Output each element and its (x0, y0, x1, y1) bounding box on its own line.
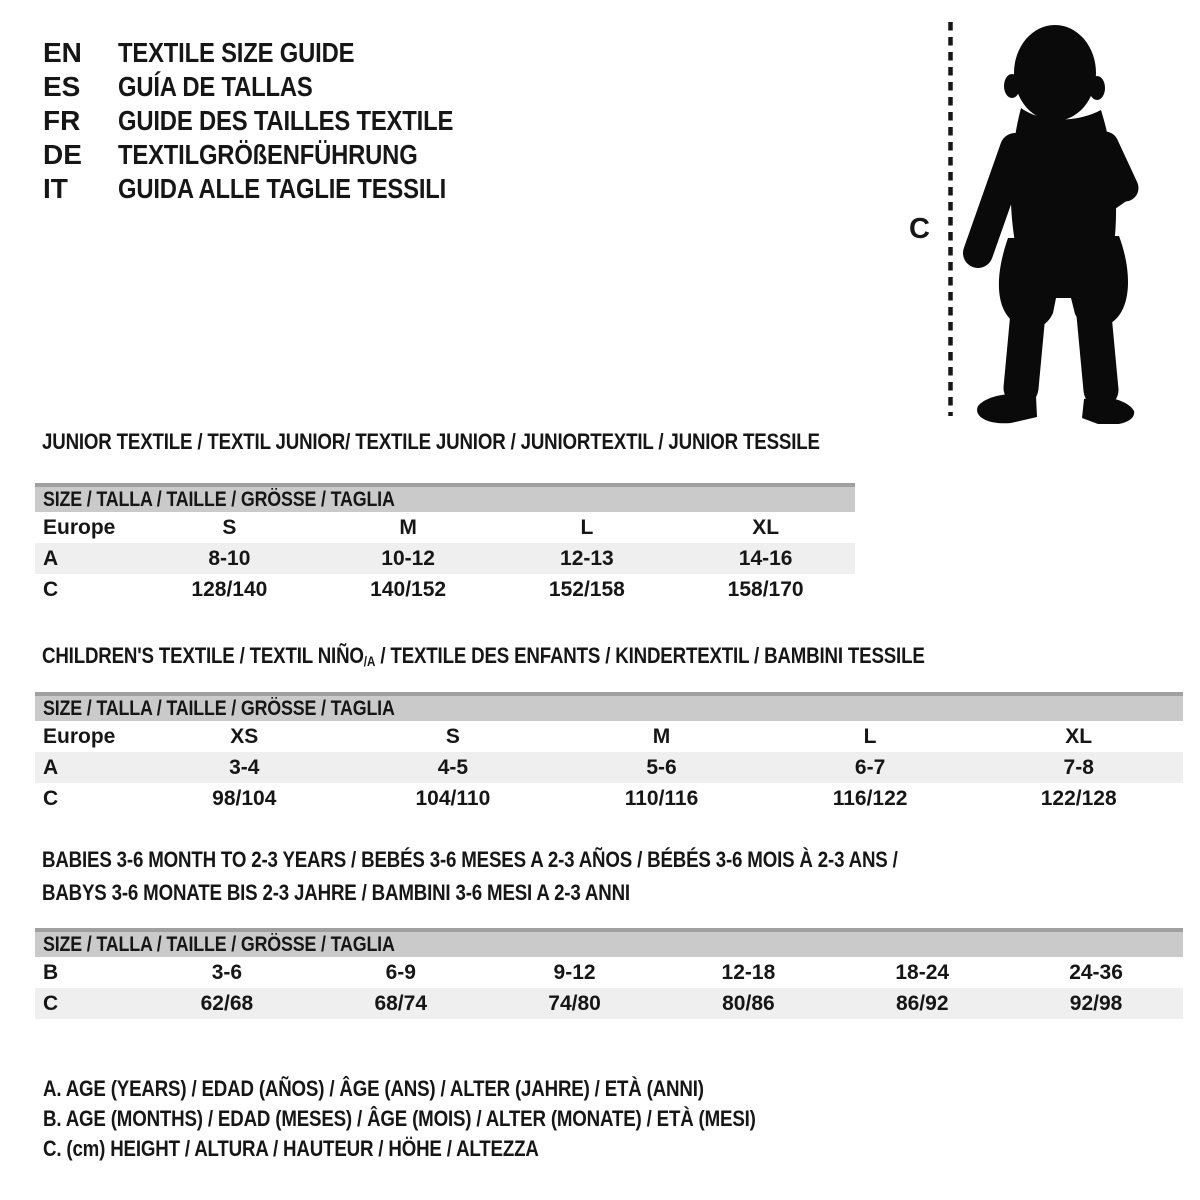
language-label-text: GUIDA ALLE TAGLIE TESSILI (118, 173, 447, 204)
table-row (35, 752, 1183, 783)
table-row (35, 957, 1183, 988)
row-label: A (43, 547, 59, 570)
table-row (35, 574, 855, 605)
language-label (118, 70, 347, 104)
size-cell: XL (752, 516, 780, 539)
language-label (118, 104, 512, 138)
language-label-text: TEXTILE SIZE GUIDE (118, 37, 355, 68)
size-cell: S (445, 725, 460, 748)
size-cell: 3-6 (211, 961, 243, 984)
language-row (43, 172, 512, 206)
language-code: IT (43, 173, 68, 204)
size-cell: L (863, 725, 877, 748)
table-row (35, 783, 1183, 814)
section-title-text (42, 876, 630, 909)
language-row (43, 36, 512, 70)
title-sub: /A (363, 654, 376, 669)
section-title-line (42, 430, 855, 454)
language-code: DE (43, 139, 82, 170)
section-junior (35, 430, 855, 605)
size-cell: 24-36 (1069, 961, 1123, 984)
size-table-header-text: SIZE / TALLA / TAILLE / GRÖSSE / TAGLIA (43, 933, 395, 956)
section-title-text (42, 430, 820, 454)
size-cell: S (222, 516, 237, 539)
language-row (43, 138, 512, 172)
row-label: Europe (43, 725, 116, 748)
row-label: C (43, 578, 59, 601)
row-label: C (43, 992, 59, 1015)
size-table-header-text: SIZE / TALLA / TAILLE / GRÖSSE / TAGLIA (43, 697, 395, 720)
size-cell: 110/116 (624, 787, 699, 810)
size-cell: 18-24 (895, 961, 950, 984)
row-label: C (43, 787, 59, 810)
language-label (118, 138, 470, 172)
size-cell: 7-8 (1063, 756, 1094, 779)
toddler-figure (895, 10, 1151, 424)
language-label (118, 36, 396, 70)
size-cell: 3-4 (229, 756, 260, 779)
size-table-header (35, 928, 1183, 957)
title-pre: JUNIOR TEXTILE / TEXTIL JUNIOR/ TEXTILE JUNIOR / JUNIORTEXTIL / JUNIOR TESSILE (42, 429, 820, 454)
size-cell: 12-13 (560, 547, 614, 570)
size-cell: 74/80 (548, 992, 601, 1015)
size-cell: 140/152 (370, 578, 447, 601)
title-pre: CHILDREN'S TEXTILE / TEXTIL NIÑO (42, 643, 364, 668)
language-label-text: TEXTILGRÖßENFÜHRUNG (118, 139, 418, 170)
size-cell: 14-16 (738, 547, 793, 570)
size-cell: M (652, 725, 671, 748)
section-title-line (42, 644, 1183, 671)
language-label (118, 172, 504, 206)
size-table-header (35, 692, 1183, 721)
language-label-text: GUIDE DES TAILLES TEXTILE (118, 105, 454, 136)
language-code: EN (43, 37, 82, 68)
language-list (43, 36, 512, 206)
section-title (42, 430, 855, 454)
table-row (35, 512, 855, 543)
size-cell: 9-12 (553, 961, 596, 984)
size-cell: 158/170 (727, 578, 804, 601)
size-cell: 80/86 (722, 992, 775, 1015)
size-table-header-text: SIZE / TALLA / TAILLE / GRÖSSE / TAGLIA (43, 488, 395, 511)
legend-line (43, 1074, 881, 1104)
row-label: A (43, 756, 59, 779)
size-table-header (35, 483, 855, 512)
table-row (35, 721, 1183, 752)
legend-line (43, 1104, 881, 1134)
size-cell: 12-18 (721, 961, 776, 984)
language-row (43, 104, 512, 138)
language-code: FR (43, 105, 81, 136)
size-cell: 5-6 (646, 756, 677, 779)
row-label: B (43, 961, 59, 984)
section-babies (35, 843, 1183, 1019)
size-cell: 68/74 (374, 992, 428, 1015)
language-label-text: GUÍA DE TALLAS (118, 71, 313, 102)
size-cell: 122/128 (1040, 787, 1117, 810)
legend-line-text: C. (cm) HEIGHT / ALTURA / HAUTEUR / HÖHE / ALTEZZA (43, 1136, 539, 1161)
size-cell: 62/68 (200, 992, 254, 1015)
size-cell: M (399, 516, 417, 539)
title-pre: BABYS 3-6 MONATE BIS 2-3 JAHRE / BAMBINI 3-6 MESI A 2-3 ANNI (42, 880, 630, 905)
size-cell: 116/122 (832, 787, 908, 810)
section-title (42, 644, 1183, 671)
size-cell: 6-9 (385, 961, 416, 984)
size-cell: 128/140 (191, 578, 268, 601)
legend (43, 1074, 881, 1164)
size-cell: 8-10 (208, 547, 251, 570)
size-cell: L (580, 516, 594, 539)
size-cell: 104/110 (415, 787, 491, 810)
section-title-text (42, 843, 898, 876)
size-cell: 152/158 (548, 578, 625, 601)
language-code: ES (43, 71, 81, 102)
table-row (35, 988, 1183, 1019)
size-cell: 10-12 (381, 547, 435, 570)
size-cell: 6-7 (854, 756, 886, 779)
size-cell: 4-5 (437, 756, 469, 779)
size-cell: 98/104 (212, 787, 277, 810)
baby-silhouette-icon (977, 25, 1134, 424)
table-row (35, 543, 855, 574)
title-post: / TEXTILE DES ENFANTS / KINDERTEXTIL / BAMBINI TESSILE (375, 643, 925, 668)
size-cell: XS (230, 725, 259, 748)
legend-line-text: B. AGE (MONTHS) / EDAD (MESES) / ÂGE (MOIS) / ALTER (MONATE) / ETÀ (MESI) (43, 1106, 756, 1131)
section-title-line (42, 876, 1183, 909)
size-cell: XL (1065, 725, 1093, 748)
legend-line-text: A. AGE (YEARS) / EDAD (AÑOS) / ÂGE (ANS) / ALTER (JAHRE) / ETÀ (ANNI) (43, 1076, 704, 1101)
row-label: Europe (43, 516, 116, 539)
section-title (42, 843, 1183, 909)
height-marker-label: C (909, 213, 930, 245)
section-title-text (42, 644, 925, 671)
legend-line (43, 1134, 881, 1164)
language-row (43, 70, 512, 104)
size-cell: 86/92 (895, 992, 949, 1015)
section-title-line (42, 843, 1183, 876)
title-pre: BABIES 3-6 MONTH TO 2-3 YEARS / BEBÉS 3-6 MESES A 2-3 AÑOS / BÉBÉS 3-6 MOIS À 2-3 ANS / (42, 847, 898, 872)
size-cell: 92/98 (1069, 992, 1123, 1015)
section-children (35, 644, 1183, 814)
toddler-silhouette (895, 10, 1151, 424)
